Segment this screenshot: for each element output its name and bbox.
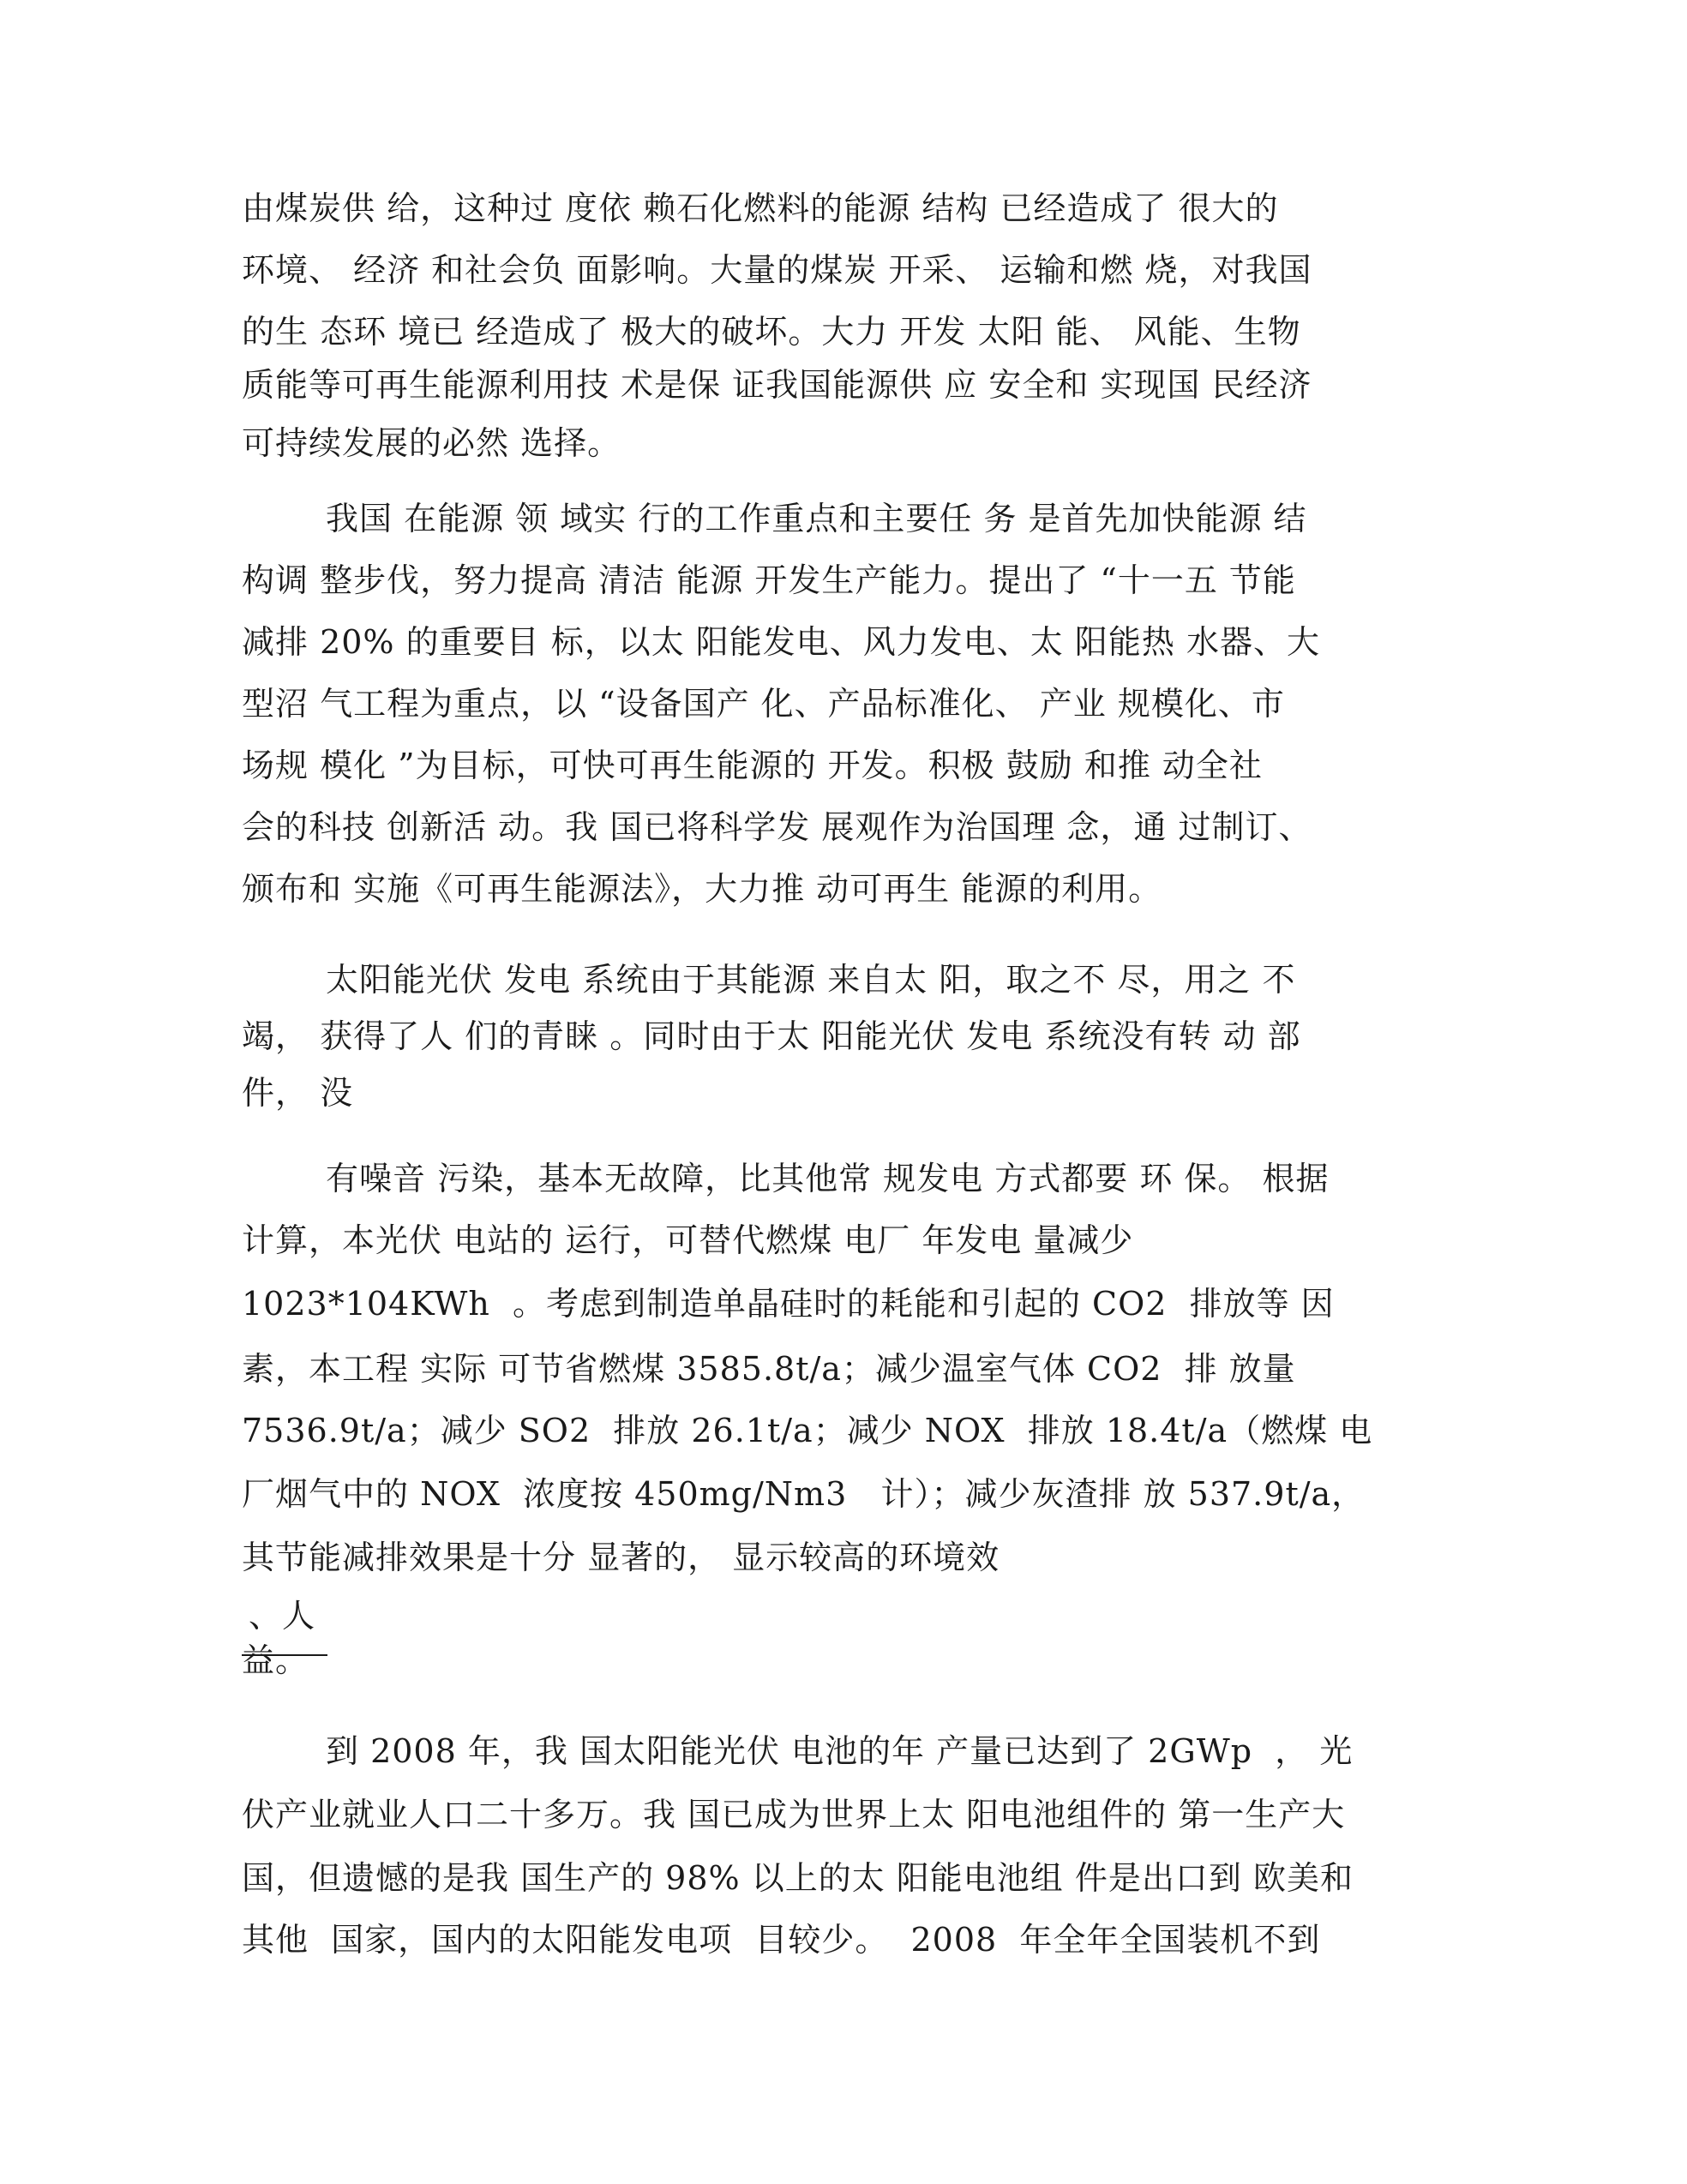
text-line: 国，但遗憾的是我 国生产的 98% 以上的太 阳能电池组 件是出口到 欧美和 (242, 1859, 1354, 1897)
text-line: 有噪音 污染，基本无故障，比其他常 规发电 方式都要 环 保。 根据 (326, 1160, 1330, 1197)
text-line: 构调 整步伐，努力提高 清洁 能源 开发生产能力。提出了 “十一五 节能 (242, 561, 1296, 599)
text-line: 颁布和 实施《可再生能源法》，大力推 动可再生 能源的利用。 (242, 870, 1162, 908)
text-line: 的生 态环 境已 经造成了 极大的破坏。大力 开发 太阳 能、 风能、生物 (242, 313, 1301, 351)
text-line: 1023*104KWh 。考虑到制造单晶硅时的耗能和引起的 CO2 排放等 因 (242, 1285, 1335, 1323)
text-line: 素，本工程 实际 可节省燃煤 3585.8t/a；减少温室气体 CO2 排 放量 (242, 1350, 1296, 1388)
text-line: 太阳能光伏 发电 系统由于其能源 来自太 阳，取之不 尽，用之 不 (326, 961, 1296, 999)
text-line: 型沼 气工程为重点，以 “设备国产 化、产品标准化、 产业 规模化、市 (242, 685, 1285, 723)
text-line: 场规 模化 ”为目标，可快可再生能源的 开发。积极 鼓励 和推 动全社 (242, 747, 1263, 784)
text-line: 到 2008 年，我 国太阳能光伏 电池的年 产量已达到了 2GWp ， 光 (326, 1732, 1354, 1770)
text-line: 计算，本光伏 电站的 运行，可替代燃煤 电厂 年发电 量减少 (242, 1221, 1134, 1259)
text-line: 其他 国家，国内的太阳能发电项 目较少。 2008 年全年全国装机不到 (242, 1921, 1321, 1959)
text-line: 会的科技 创新活 动。我 国已将科学发 展观作为治国理 念，通 过制订、 (242, 808, 1312, 846)
text-line: 益。 (242, 1641, 309, 1679)
text-line: 可持续发展的必然 选择。 (242, 424, 621, 462)
text-line: 7536.9t/a；减少 SO2 排放 26.1t/a；减少 NOX 排放 18.4t/a（燃煤 电 (242, 1412, 1373, 1449)
text-line: 环境、 经济 和社会负 面影响。大量的煤炭 开采、 运输和燃 烧，对我国 (242, 251, 1312, 289)
text-line: 件， 没 (242, 1074, 354, 1112)
text-line: 伏产业就业人口二十多万。我 国已成为世界上太 阳电池组件的 第一生产大 (242, 1796, 1346, 1833)
text-line: 厂烟气中的 NOX 浓度按 450mg/Nm3 计）；减少灰渣排 放 537.9t/a， (242, 1475, 1366, 1513)
text-line: 竭， 获得了人 们的青睐 。同时由于太 阳能光伏 发电 系统没有转 动 部 (242, 1017, 1301, 1055)
text-line: 我国 在能源 领 域实 行的工作重点和主要任 务 是首先加快能源 结 (326, 500, 1307, 537)
text-line: 减排 20% 的重要目 标，以太 阳能发电、风力发电、太 阳能热 水器、大 (242, 623, 1320, 661)
text-line: 由煤炭供 给，这种过 度依 赖石化燃料的能源 结构 已经造成了 很大的 (242, 189, 1279, 227)
text-line: 质能等可再生能源利用技 术是保 证我国能源供 应 安全和 实现国 民经济 (242, 366, 1312, 404)
text-line: 、人 (249, 1597, 316, 1635)
text-line: 其节能减排效果是十分 显著的， 显示较高的环境效 (242, 1539, 1000, 1576)
